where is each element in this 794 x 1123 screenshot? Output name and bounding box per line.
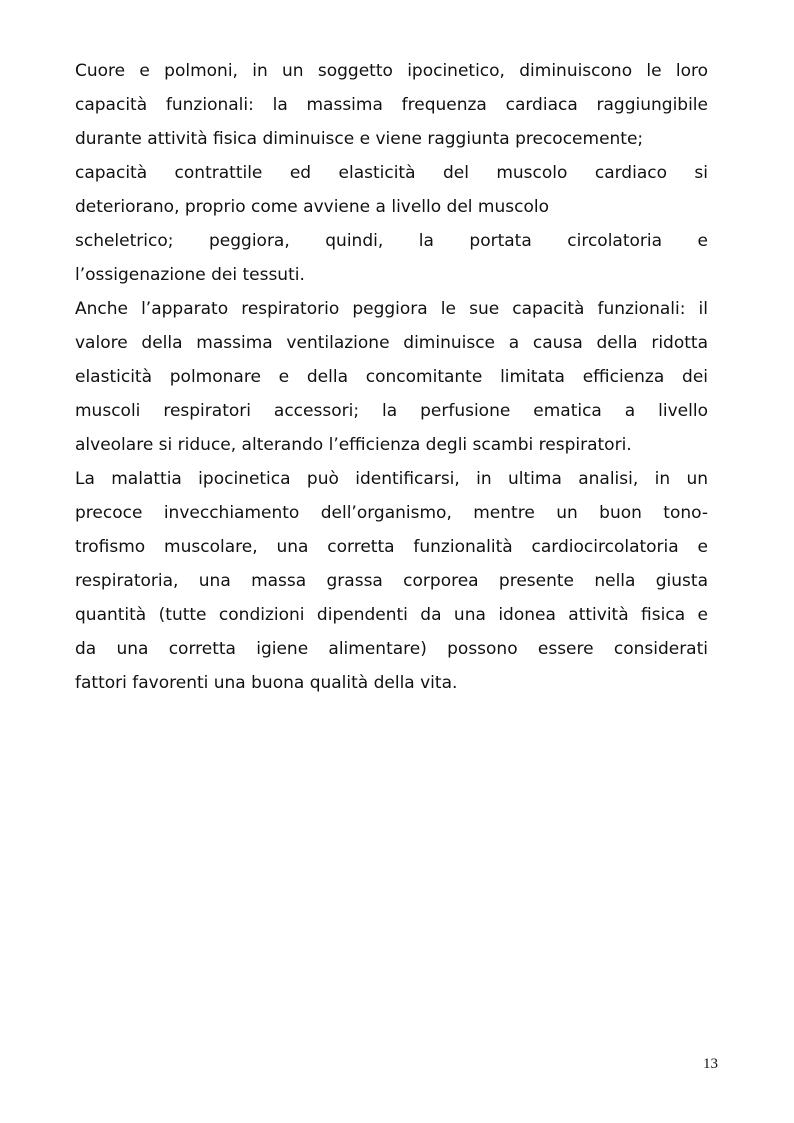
text-line: capacità funzionali: la massima frequenza cardiaca raggiungibile <box>75 95 708 115</box>
page-number: 13 <box>703 1056 718 1072</box>
text-line: Anche l’apparato respiratorio peggiora le sue capacità funzionali: il <box>75 299 708 319</box>
text-line: quantità (tutte condizioni dipendenti da una idonea attività fisica e <box>75 605 708 625</box>
text-line: muscoli respiratori accessori; la perfusione ematica a livello <box>75 401 708 421</box>
text-line: Cuore e polmoni, in un soggetto ipocinetico, diminuiscono le loro <box>75 61 708 81</box>
text-line: trofismo muscolare, una corretta funzionalità cardiocircolatoria e <box>75 537 708 557</box>
text-line: capacità contrattile ed elasticità del muscolo cardiaco si <box>75 163 708 183</box>
text-line: elasticità polmonare e della concomitante limitata efficienza dei <box>75 367 708 387</box>
text-line: respiratoria, una massa grassa corporea presente nella giusta <box>75 571 708 591</box>
text-line: La malattia ipocinetica può identificarsi, in ultima analisi, in un <box>75 469 708 489</box>
text-line: scheletrico; peggiora, quindi, la portata circolatoria e <box>75 231 708 251</box>
text-line: fattori favorenti una buona qualità della vita. <box>75 673 458 693</box>
text-line: da una corretta igiene alimentare) possono essere considerati <box>75 639 708 659</box>
paragraph-cardiac-muscle <box>75 156 708 224</box>
text-line: durante attività fisica diminuisce e viene raggiunta precocemente; <box>75 129 644 149</box>
text-line: valore della massima ventilazione diminuisce a causa della ridotta <box>75 333 708 353</box>
paragraph-respiratory <box>75 292 708 462</box>
paragraph-hypokinetic-disease <box>75 462 708 700</box>
text-line: precoce invecchiamento dell’organismo, mentre un buon tono- <box>75 503 708 523</box>
paragraph-heart-lungs <box>75 54 708 156</box>
text-line: alveolare si riduce, alterando l’efficienza degli scambi respiratori. <box>75 435 632 455</box>
paragraph-circulation <box>75 224 708 292</box>
text-line: l’ossigenazione dei tessuti. <box>75 265 305 285</box>
text-line: deteriorano, proprio come avviene a livello del muscolo <box>75 197 549 217</box>
